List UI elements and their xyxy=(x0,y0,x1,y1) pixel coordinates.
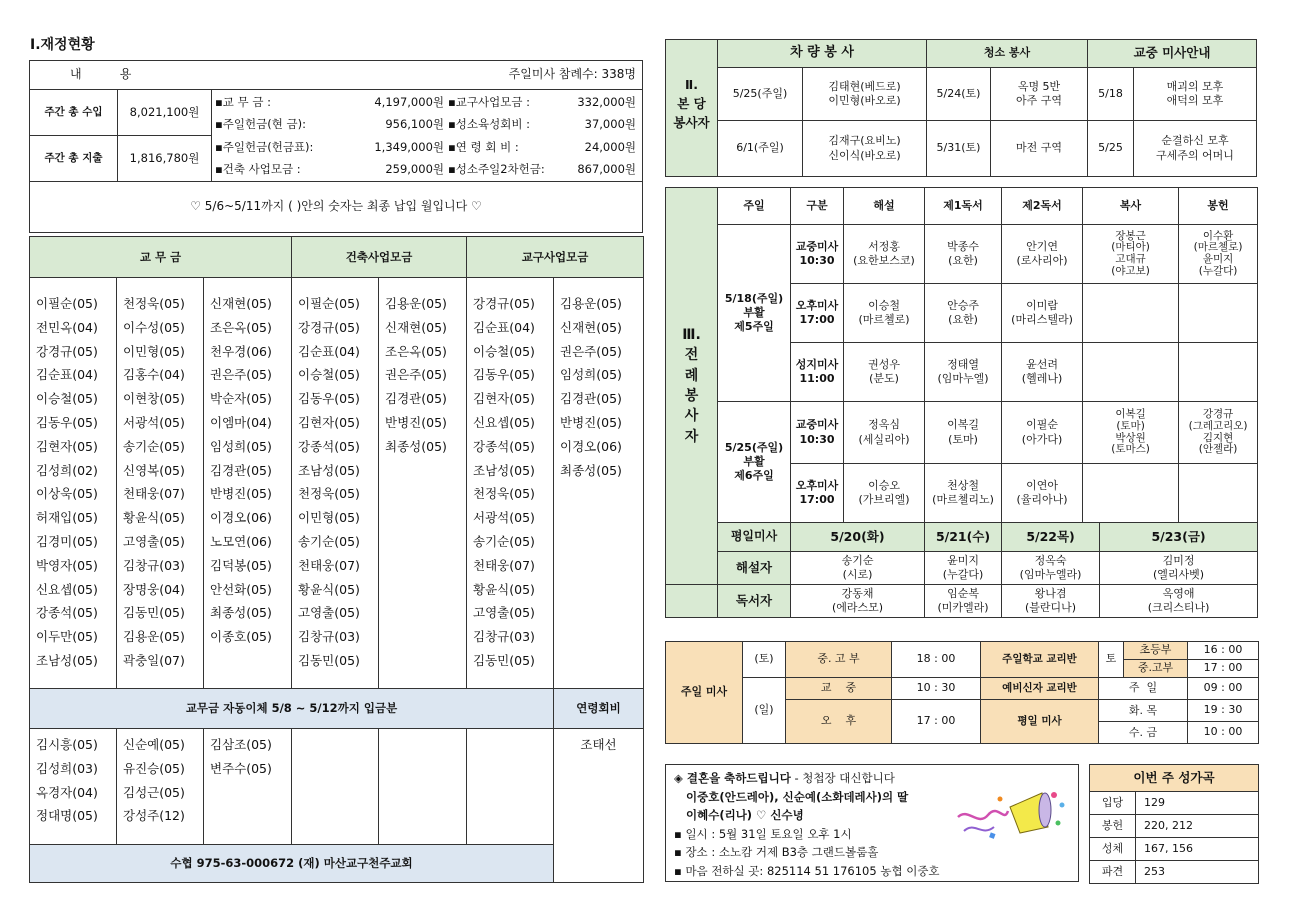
weekday-date: 5/22목) xyxy=(1002,523,1100,552)
finance-item: ▪주일헌금(현 금): 956,100원 xyxy=(215,117,444,131)
school-day: 토 xyxy=(1099,642,1124,678)
weekday-commentator: 정옥숙 (임마누엘라) xyxy=(1002,552,1100,585)
party-popper-icon xyxy=(950,787,1070,843)
donor-name: 천정욱(05) xyxy=(123,296,185,311)
donor-name: 송기순(05) xyxy=(123,438,185,454)
clean-members: 옥명 5반 아주 구역 xyxy=(991,68,1088,121)
car-date: 6/1(주일) xyxy=(718,121,803,177)
donor-name: 김순표(04) xyxy=(473,319,535,335)
donor-name: 신영복(05) xyxy=(123,462,185,478)
altar-servers xyxy=(1083,343,1179,402)
hymn-label: 성체 xyxy=(1090,838,1136,861)
finance-item: ▪성소주일2차헌금: 867,000원 xyxy=(448,162,636,176)
sat-label: (토) xyxy=(743,642,786,678)
donor-name: 김동민(05) xyxy=(298,652,360,668)
donor-name: 전민옥(04) xyxy=(36,319,98,335)
commentator-label: 해설자 xyxy=(718,552,791,585)
finance-summary-table xyxy=(29,60,643,233)
donor-name: 강종석(05) xyxy=(298,438,360,454)
donor-name: 반병진(05) xyxy=(210,486,272,502)
donor-name: 박영자(05) xyxy=(36,557,98,573)
donor-name: 천태웅(07) xyxy=(298,557,360,573)
wedding-title: ◈ 결혼을 축하드립니다 xyxy=(674,771,791,785)
donor-name: 박순자(05) xyxy=(210,391,272,407)
donor-name: 이승철(05) xyxy=(36,391,98,407)
offertory xyxy=(1179,343,1258,402)
weekday-time: 19 : 30 xyxy=(1203,703,1243,717)
offertory: 강경규 (그레고리오) 김지현 (안젤라) xyxy=(1179,402,1258,464)
expense-label: 주간 총 지출 xyxy=(30,136,118,182)
attendance-count: 주일미사 참례수: 338명 xyxy=(212,61,643,90)
col-header-reading2: 제2독서 xyxy=(1002,188,1083,225)
kyomu-col-1 xyxy=(30,278,117,689)
donor-name: 조남성(05) xyxy=(473,462,535,478)
yeonryeong-header: 연령회비 xyxy=(554,689,644,729)
weekday-reader: 옥영애 (크리스티나) xyxy=(1100,585,1258,618)
commentator: 이승오 (가브리엘) xyxy=(844,464,925,523)
yeonryeong-name: 조태선 xyxy=(554,729,644,883)
donor-name: 신재현(05) xyxy=(560,319,622,335)
reader-2: 안기연 (로사리아) xyxy=(1002,225,1083,284)
diocese-col-2 xyxy=(554,278,644,689)
reader-1: 박종수 (요한) xyxy=(925,225,1002,284)
youth-mass: 중. 고 부 xyxy=(786,642,892,678)
auto-col-3 xyxy=(204,729,292,845)
donor-name: 김동민(05) xyxy=(473,652,535,668)
donor-name: 김삼조(05) xyxy=(210,737,272,752)
donor-name: 김순표(04) xyxy=(298,343,360,359)
donor-name: 조은옥(05) xyxy=(385,343,447,359)
diocese-col-1 xyxy=(467,278,554,689)
mass-group: 순결하신 모후 구세주의 어머니 xyxy=(1134,121,1257,177)
catechumen-time: 09 : 00 xyxy=(1188,678,1259,700)
donor-name: 이승철(05) xyxy=(473,343,535,359)
donor-name: 송기순(05) xyxy=(473,533,535,549)
auto-col-2 xyxy=(117,729,204,845)
building-header: 건축사업모금 xyxy=(292,237,467,278)
weekday-days: 화. 목 xyxy=(1099,700,1188,722)
elem-time: 16 : 00 xyxy=(1188,642,1259,660)
donor-name: 조은옥(05) xyxy=(210,319,272,335)
donor-name: 이두만(05) xyxy=(36,629,98,645)
col-header-reading1: 제1독서 xyxy=(925,188,1002,225)
col-header-day: 주일 xyxy=(718,188,791,225)
donor-name: 이엠마(04) xyxy=(210,414,272,430)
donor-name: 서광석(05) xyxy=(473,510,535,526)
hymn-value: 220, 212 xyxy=(1136,815,1259,838)
finance-header-left: 내 용 xyxy=(30,61,212,90)
mass-type: 오후미사 17:00 xyxy=(791,464,844,523)
donor-name: 권은주(05) xyxy=(210,367,272,383)
kyomu-col-2 xyxy=(117,278,204,689)
car-service-header: 차 량 봉 사 xyxy=(718,40,927,68)
weekday-days: 수. 금 xyxy=(1099,722,1188,743)
weekday-date: 5/21(수) xyxy=(925,523,1002,552)
weekday-commentator: 송기순 (시로) xyxy=(791,552,925,585)
donor-name: 변주수(05) xyxy=(210,760,272,776)
donor-name: 곽충일(07) xyxy=(123,652,185,668)
hymn-table xyxy=(1089,764,1259,884)
donor-name: 이경오(06) xyxy=(560,438,622,454)
finance-item: ▪교 무 금 : 4,197,000원 xyxy=(215,94,444,109)
donor-name: 이필순(05) xyxy=(298,296,360,311)
hymn-value: 167, 156 xyxy=(1136,838,1259,861)
auto-transfer-header: 교무금 자동이체 5/8 ~ 5/12까지 입금분 xyxy=(30,689,554,729)
expense-value: 1,816,780원 xyxy=(118,136,212,182)
hymn-label: 입당 xyxy=(1090,792,1136,815)
donor-name: 옥경자(04) xyxy=(36,784,98,800)
hymn-label: 봉헌 xyxy=(1090,815,1136,838)
donor-name: 강종석(05) xyxy=(36,605,98,621)
donor-name: 김동우(05) xyxy=(298,391,360,407)
auto-col-1 xyxy=(30,729,117,845)
catechumen-label: 예비신자 교리반 xyxy=(981,678,1099,700)
donor-table xyxy=(29,236,644,883)
donor-name: 조남성(05) xyxy=(36,652,98,668)
finance-item: ▪성소육성회비 : 37,000원 xyxy=(448,117,636,131)
donor-name: 김현자(05) xyxy=(473,391,535,407)
donor-name: 강종석(05) xyxy=(473,438,535,454)
weekday-reader: 강동채 (에라스모) xyxy=(791,585,925,618)
donor-name: 김현자(05) xyxy=(36,438,98,454)
donor-name: 임성희(05) xyxy=(560,367,622,383)
weekday-times xyxy=(1099,700,1259,744)
donor-name: 허재입(05) xyxy=(36,510,98,526)
hymn-label: 파견 xyxy=(1090,861,1136,884)
finance-item: ▪교구사업모금 : 332,000원 xyxy=(448,94,636,109)
donor-name: 노모연(06) xyxy=(210,533,272,549)
main-mass: 교 중 xyxy=(786,678,892,700)
donor-name: 천정욱(05) xyxy=(298,486,360,502)
donor-name: 최종성(05) xyxy=(385,438,447,454)
donor-name: 반병진(05) xyxy=(385,414,447,430)
car-members: 김재구(요비노) 신이식(바오로) xyxy=(803,121,927,177)
donor-name: 권은주(05) xyxy=(560,343,622,359)
donor-name: 신재현(05) xyxy=(385,319,447,335)
reader-1: 안승주 (요한) xyxy=(925,284,1002,343)
reader-1: 천상철 (마르첼리노) xyxy=(925,464,1002,523)
col-header-offertory: 봉헌 xyxy=(1179,188,1258,225)
col-header-altar: 복사 xyxy=(1083,188,1179,225)
afternoon-mass: 오 후 xyxy=(786,700,892,744)
wedding-account: ▪ 마음 전하실 곳: 825114 51 176105 농협 이중호 xyxy=(674,863,940,878)
week-day: 5/18(주일) 부활 제5주일 xyxy=(718,225,791,402)
donor-name: 이종호(05) xyxy=(210,629,272,645)
donor-name: 김경관(05) xyxy=(210,462,272,478)
altar-servers: 장봉근 (마티아) 고대규 (야고보) xyxy=(1083,225,1179,284)
reader-2: 이미람 (마리스텔라) xyxy=(1002,284,1083,343)
offertory xyxy=(1179,284,1258,343)
donor-name: 신재현(05) xyxy=(210,296,272,311)
clean-date: 5/31(토) xyxy=(927,121,991,177)
hymn-value: 129 xyxy=(1136,792,1259,815)
mass-date: 5/18 xyxy=(1088,68,1134,121)
income-label: 주간 총 수입 xyxy=(30,90,118,136)
donor-name: 조남성(05) xyxy=(298,462,360,478)
youth-time: 18 : 00 xyxy=(892,642,981,678)
donor-name: 이승철(05) xyxy=(298,367,360,383)
wedding-parents: 이중호(안드레아), 신순예(소화데레사)의 딸 xyxy=(686,789,909,804)
donor-name: 이수성(05) xyxy=(123,319,185,335)
donor-name: 강경규(05) xyxy=(298,319,360,335)
reader-1: 정태열 (임마누엘) xyxy=(925,343,1002,402)
donor-name: 황윤식(05) xyxy=(473,581,535,597)
offertory: 이수환 (마르첼로) 윤미지 (누갈다) xyxy=(1179,225,1258,284)
donor-name: 김성희(02) xyxy=(36,462,98,478)
catechumen-day: 주 일 xyxy=(1099,678,1188,700)
donor-name: 김용운(05) xyxy=(560,296,622,311)
donor-name: 김용운(05) xyxy=(123,629,185,645)
donor-name: 반병진(05) xyxy=(560,414,622,430)
donor-name: 김동우(05) xyxy=(473,367,535,383)
donor-name: 천정욱(05) xyxy=(473,486,535,502)
donor-name: 안선화(05) xyxy=(210,581,272,597)
main-time: 10 : 30 xyxy=(892,678,981,700)
donor-name: 천우경(06) xyxy=(210,343,272,359)
weekday-commentator: 윤미지 (누갈다) xyxy=(925,552,1002,585)
donor-name: 김홍수(04) xyxy=(123,367,185,383)
donor-name: 최종성(05) xyxy=(560,462,622,478)
finance-item: ▪연 령 회 비 : 24,000원 xyxy=(448,139,636,154)
weekday-mass-label: 평일 미사 xyxy=(981,700,1099,744)
donor-name: 이민형(05) xyxy=(298,510,360,526)
offertory xyxy=(1179,464,1258,523)
donor-name: 김성근(05) xyxy=(123,784,185,800)
mid-label: 중.고부 xyxy=(1124,660,1188,678)
commentator: 권성우 (분도) xyxy=(844,343,925,402)
wedding-title-suffix: - 청첩장 대신합니다 xyxy=(790,771,895,785)
donor-name: 권은주(05) xyxy=(385,367,447,383)
col-header-commentary: 해설 xyxy=(844,188,925,225)
donor-name: 강경규(05) xyxy=(36,343,98,359)
donor-name: 서광석(05) xyxy=(123,414,185,430)
donor-name: 김시흥(05) xyxy=(36,737,98,752)
donor-name: 고영출(05) xyxy=(473,605,535,621)
donor-name: 최종성(05) xyxy=(210,605,272,621)
hymn-value: 253 xyxy=(1136,861,1259,884)
wedding-couple: 이혜수(리나) ♡ 신수녕 xyxy=(686,808,804,822)
mass-type: 교중미사 10:30 xyxy=(791,402,844,464)
diocese-header: 교구사업모금 xyxy=(467,237,644,278)
commentator: 정옥심 (세실리아) xyxy=(844,402,925,464)
mass-type: 오후미사 17:00 xyxy=(791,284,844,343)
donor-name: 김동민(05) xyxy=(123,605,185,621)
finance-title: Ⅰ.재정현황 xyxy=(30,37,95,53)
wedding-place: ▪ 장소 : 소노캄 거제 B3층 그랜드볼룸홀 xyxy=(674,845,879,859)
car-date: 5/25(주일) xyxy=(718,68,803,121)
reader-2: 이연아 (율리아나) xyxy=(1002,464,1083,523)
donor-name: 김경미(05) xyxy=(36,533,98,549)
donor-name: 김동우(05) xyxy=(36,414,98,430)
donor-name: 신요셉(05) xyxy=(36,581,98,597)
service-table xyxy=(665,39,1257,177)
donor-name: 이경오(06) xyxy=(210,510,272,526)
donor-name: 김현자(05) xyxy=(298,414,360,430)
donor-name: 이필순(05) xyxy=(36,296,98,311)
donor-name: 고영출(05) xyxy=(298,605,360,621)
donor-name: 송기순(05) xyxy=(298,533,360,549)
weekday-date: 5/20(화) xyxy=(791,523,925,552)
clean-service-header: 청소 봉사 xyxy=(927,40,1088,68)
altar-servers xyxy=(1083,284,1179,343)
donor-name: 장명웅(04) xyxy=(123,581,185,597)
donor-name: 황윤식(05) xyxy=(298,581,360,597)
donor-name: 김경관(05) xyxy=(385,391,447,407)
donor-name: 이민형(05) xyxy=(123,343,185,359)
donor-name: 유진승(05) xyxy=(123,760,185,776)
reader-2: 이필순 (아가다) xyxy=(1002,402,1083,464)
donor-name: 김순표(04) xyxy=(36,367,98,383)
finance-item: ▪건축 사업모금 : 259,000원 xyxy=(215,162,444,176)
weekday-label: 평일미사 xyxy=(718,523,791,552)
mass-type: 교중미사 10:30 xyxy=(791,225,844,284)
donor-name: 고영출(05) xyxy=(123,533,185,549)
service-label: Ⅱ. 본 당 봉사자 xyxy=(666,40,718,177)
mass-date: 5/25 xyxy=(1088,121,1134,177)
donor-name: 김창규(03) xyxy=(123,557,185,573)
wedding-date: ▪ 일시 : 5월 31일 토요일 오후 1시 xyxy=(674,826,852,841)
commentator: 이승철 (마르첼로) xyxy=(844,284,925,343)
bank-account: 수협 975-63-000672 (재) 마산교구천주교회 xyxy=(30,845,554,883)
reader-2: 윤선려 (헬레나) xyxy=(1002,343,1083,402)
weekday-reader: 임순복 (미카엘라) xyxy=(925,585,1002,618)
donor-name: 임성희(05) xyxy=(210,438,272,454)
donor-name: 김경관(05) xyxy=(560,391,622,407)
weekday-reader: 왕나겸 (블란디나) xyxy=(1002,585,1100,618)
kyomu-col-3 xyxy=(204,278,292,689)
donor-name: 강경규(05) xyxy=(473,296,535,311)
commentator: 서정홍 (요한보스코) xyxy=(844,225,925,284)
donor-name: 황윤식(05) xyxy=(123,510,185,526)
donor-name: 김창규(03) xyxy=(473,629,535,645)
altar-servers: 이복길 (토마) 박상원 (토마스) xyxy=(1083,402,1179,464)
car-members: 김태현(베드로) 이민형(바오로) xyxy=(803,68,927,121)
wedding-notice xyxy=(665,764,1079,882)
liturgy-label: Ⅲ. 전 례 봉 사 자 xyxy=(666,188,718,585)
altar-servers xyxy=(1083,464,1179,523)
sunday-mass-label: 주일 미사 xyxy=(666,642,743,744)
mass-type: 성지미사 11:00 xyxy=(791,343,844,402)
col-header-type: 구분 xyxy=(791,188,844,225)
finance-items xyxy=(212,90,643,182)
mid-time: 17 : 00 xyxy=(1188,660,1259,678)
building-col-1 xyxy=(292,278,379,689)
donor-name: 천태웅(07) xyxy=(123,486,185,502)
donor-name: 김용운(05) xyxy=(385,296,447,311)
reader-label: 독서자 xyxy=(718,585,791,618)
income-value: 8,021,100원 xyxy=(118,90,212,136)
clean-members: 마전 구역 xyxy=(991,121,1088,177)
donor-name: 이상욱(05) xyxy=(36,486,98,502)
week-day: 5/25(주일) 부활 제6주일 xyxy=(718,402,791,523)
donor-name: 김덕봉(05) xyxy=(210,557,272,573)
finance-item: ▪주일헌금(헌금표): 1,349,000원 xyxy=(215,139,444,154)
donor-name: 신순예(05) xyxy=(123,737,185,752)
donor-name: 김창규(03) xyxy=(298,629,360,645)
donor-name: 천태웅(07) xyxy=(473,557,535,573)
donor-name: 정대명(05) xyxy=(36,808,98,824)
hymn-title: 이번 주 성가곡 xyxy=(1090,765,1259,792)
finance-note: ♡ 5/6~5/11까지 ( )안의 숫자는 최종 납입 월입니다 ♡ xyxy=(30,182,643,233)
donor-name: 김성희(03) xyxy=(36,760,98,776)
reader-1: 이복길 (토마) xyxy=(925,402,1002,464)
mass-guide-header: 교중 미사안내 xyxy=(1088,40,1257,68)
sun-label: (일) xyxy=(743,678,786,744)
elem-label: 초등부 xyxy=(1124,642,1188,660)
weekday-commentator: 김미정 (엘리사벳) xyxy=(1100,552,1258,585)
schedule-table xyxy=(665,641,1259,744)
clean-date: 5/24(토) xyxy=(927,68,991,121)
kyomu-header: 교 무 금 xyxy=(30,237,292,278)
afternoon-time: 17 : 00 xyxy=(892,700,981,744)
liturgy-table xyxy=(665,187,1258,618)
weekday-time: 10 : 00 xyxy=(1203,725,1243,739)
donor-name: 신요셉(05) xyxy=(473,414,535,430)
donor-name: 강성주(12) xyxy=(123,808,185,824)
donor-name: 이현창(05) xyxy=(123,391,185,407)
school-label: 주일학교 교리반 xyxy=(981,642,1099,678)
weekday-date: 5/23(금) xyxy=(1100,523,1258,552)
building-col-2 xyxy=(379,278,467,689)
mass-group: 매괴의 모후 애덕의 모후 xyxy=(1134,68,1257,121)
